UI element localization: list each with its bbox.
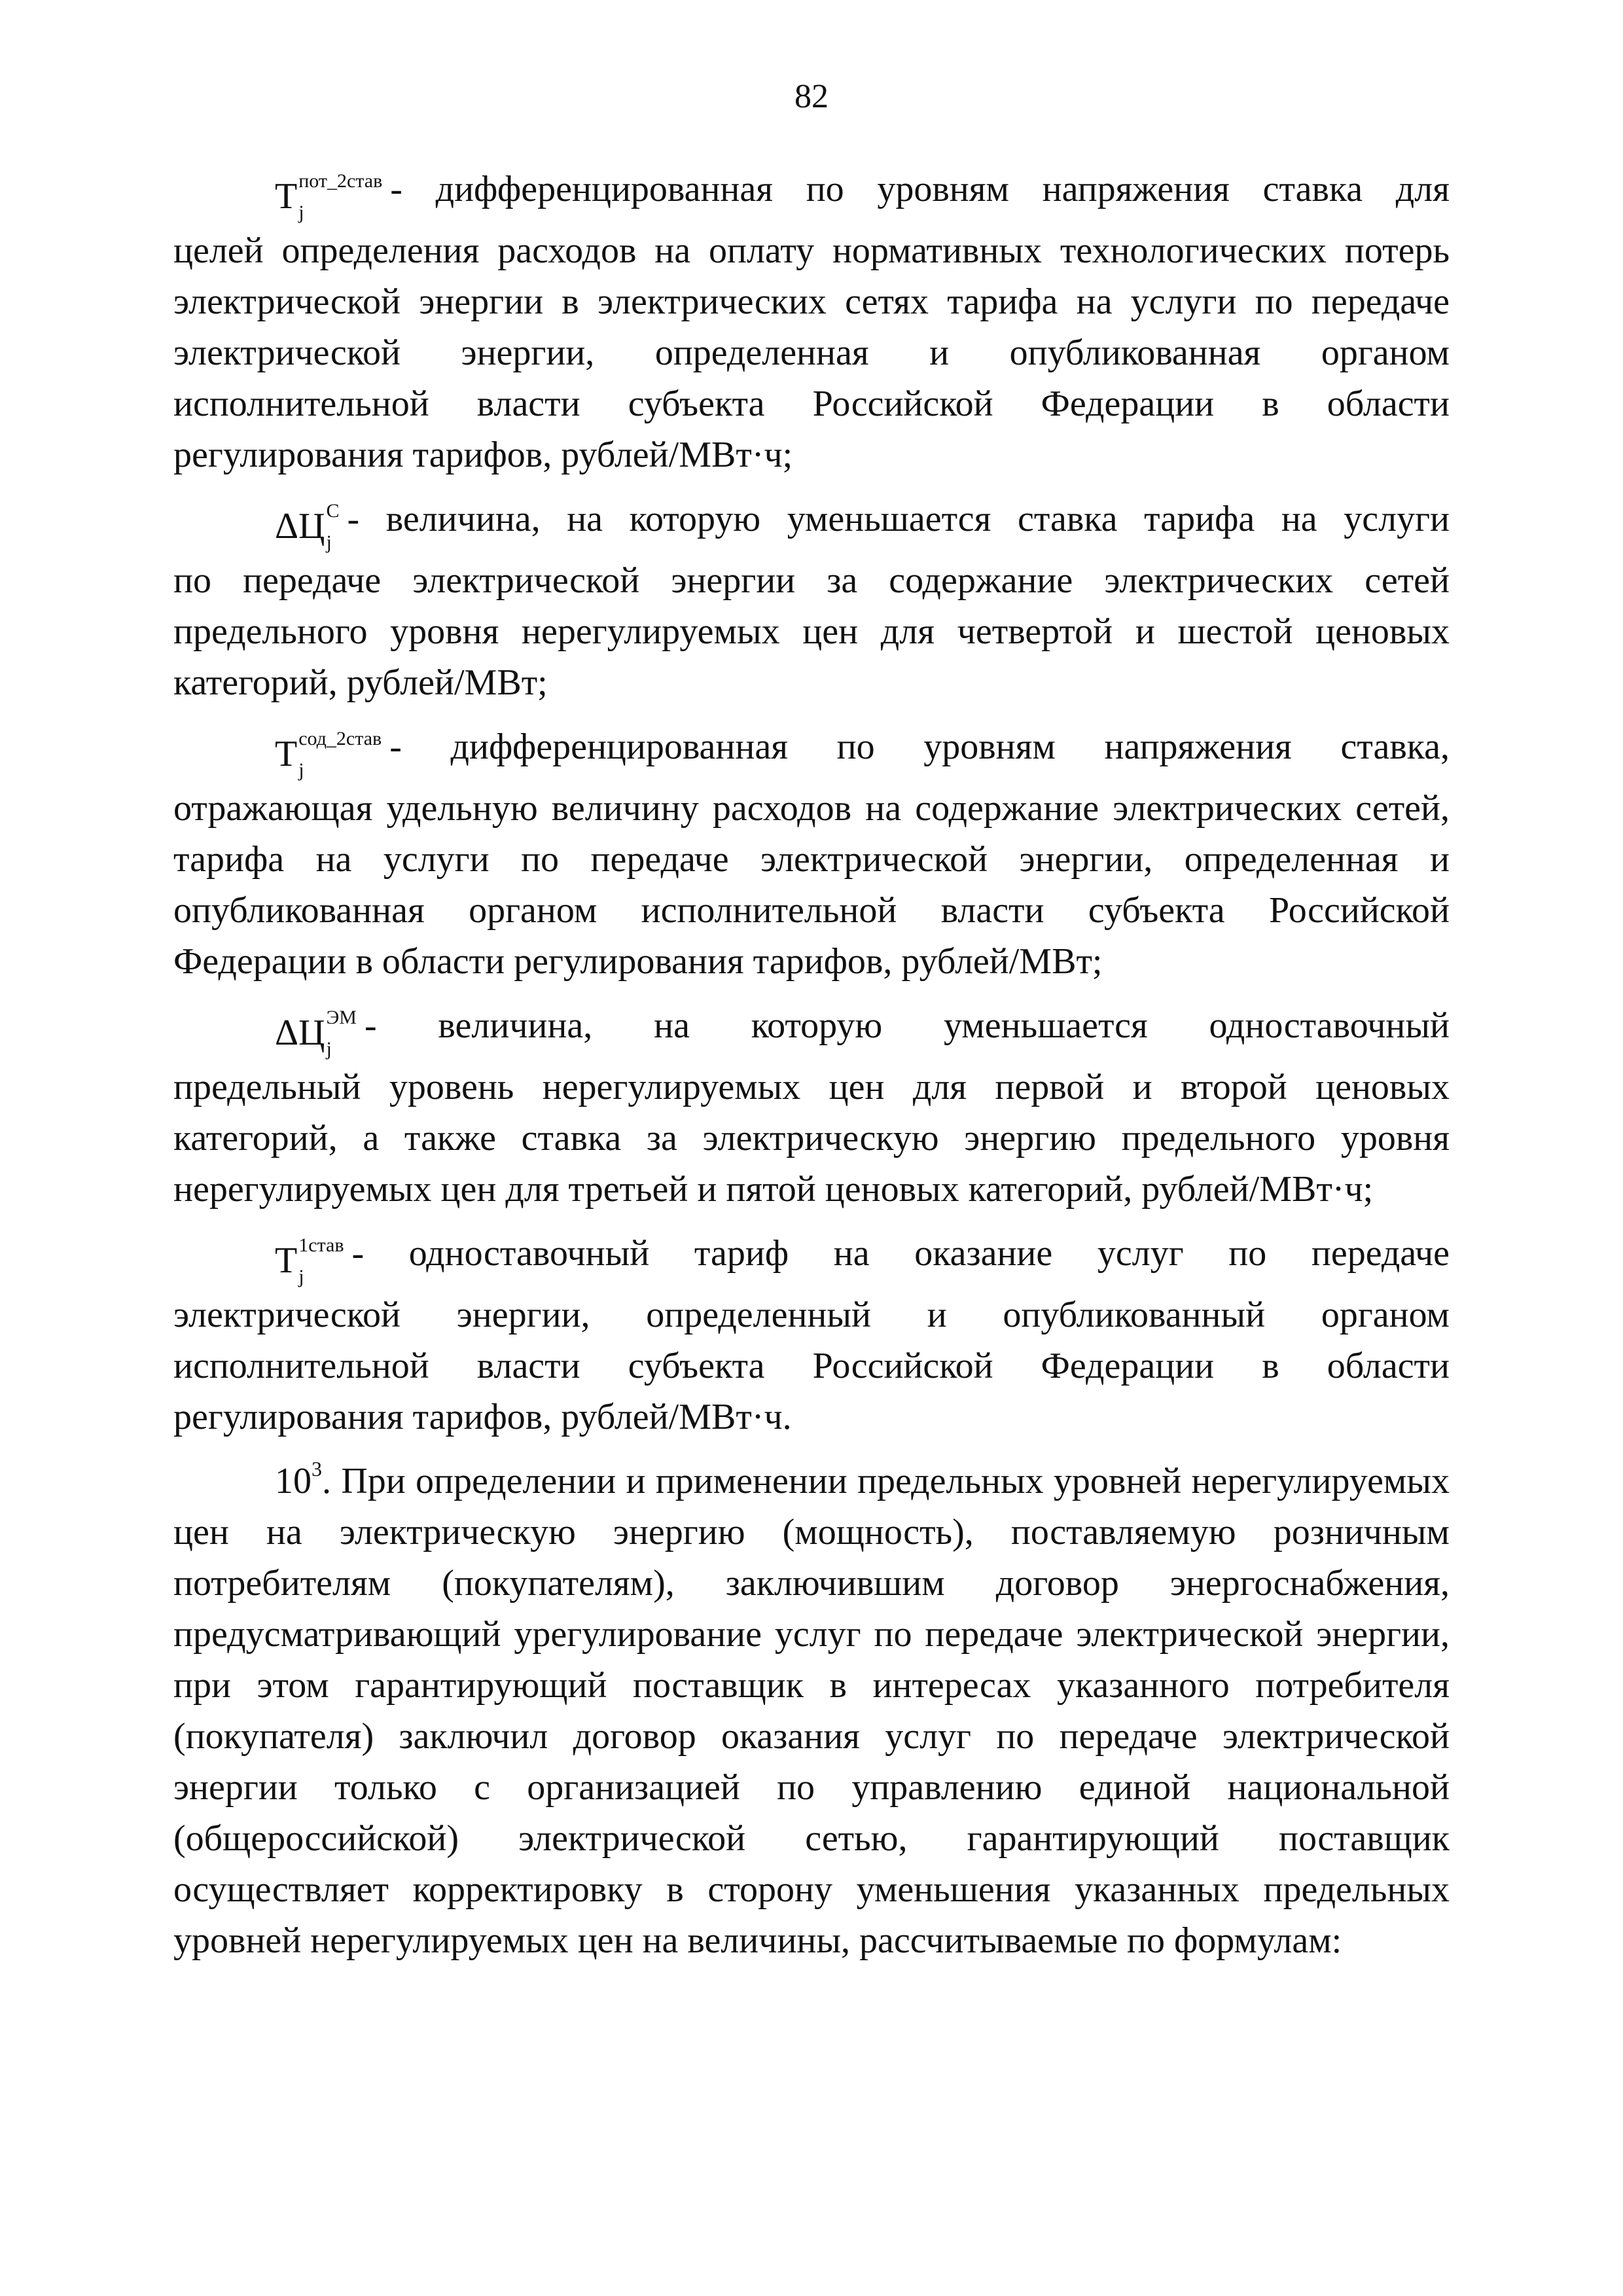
definition-body: электрической энергии, определенный и опубликованный органом исполнительной власти субъекта Российской Федерации в области регулирования тарифов, рублей/МВт·ч. — [173, 1295, 1450, 1437]
definition-lead: - одноставочный тариф на оказание услуг по передаче — [351, 1233, 1450, 1274]
definition-delta-c-c — [173, 493, 1450, 708]
symbol-superscript: сод_2став — [298, 728, 382, 749]
document-body — [173, 164, 1450, 1966]
page-number: 82 — [794, 78, 829, 115]
definition-body: по передаче электрической энергии за содержание электрических сетей предельного уровня нерегулируемых цен для четвертой и шестой ценовых категорий, рублей/МВт; — [173, 560, 1450, 703]
symbol-superscript: пот_2став — [298, 170, 383, 192]
definition-t-1stav — [173, 1228, 1450, 1443]
definition-body: отражающая удельную величину расходов на содержание электрических сетей, тарифа на услуги по передаче электрической энергии, определенная и опубликованная органом исполнительной власти субъекта Российской Федерации в области регулирования тарифов, рублей/МВт; — [173, 788, 1450, 982]
clause-number-superscript: 3 — [312, 1457, 322, 1481]
symbol-subscript: j — [326, 531, 332, 553]
definition-lead: - величина, на которую уменьшается одноставочный — [364, 1005, 1450, 1046]
definition-body: предельный уровень нерегулируемых цен для первой и второй ценовых категорий, а также ставка за электрическую энергию предельного уровня нерегулируемых цен для третьей и пятой ценовых категорий, рублей/МВт·ч; — [173, 1067, 1450, 1210]
symbol-subscript: j — [298, 202, 304, 223]
definition-lead: - дифференцированная по уровням напряжения ставка, — [389, 726, 1450, 767]
formula-symbol: T сод_2став j — [275, 728, 382, 781]
symbol-subscript: j — [326, 1038, 332, 1060]
definition-lead: - дифференцированная по уровням напряжения ставка для — [390, 169, 1450, 209]
symbol-superscript: С — [326, 500, 340, 522]
clause-number: 10 — [275, 1461, 312, 1501]
clause-10-3 — [173, 1456, 1450, 1966]
definition-delta-c-em — [173, 1000, 1450, 1215]
symbol-subscript: j — [298, 759, 304, 781]
formula-symbol: Δ Ц С j — [275, 500, 340, 553]
formula-symbol: T пот_2став j — [275, 170, 383, 223]
formula-symbol: T 1став j — [275, 1234, 344, 1287]
definition-body: целей определения расходов на оплату нормативных технологических потерь электрической энергии в электрических сетях тарифа на услуги по передаче электрической энергии, определенная и опубликованная органом исполнительной власти субъекта Российской Федерации в области регулирования тарифов, рублей/МВт·ч; — [173, 230, 1450, 475]
formula-symbol: Δ Ц ЭМ j — [275, 1007, 357, 1060]
symbol-superscript: 1став — [298, 1234, 344, 1256]
definition-t-sod-2stav — [173, 721, 1450, 987]
symbol-superscript: ЭМ — [326, 1007, 357, 1028]
definition-lead: - величина, на которую уменьшается ставка тарифа на услуги — [347, 499, 1450, 539]
symbol-subscript: j — [298, 1266, 304, 1287]
definition-t-pot-2stav — [173, 164, 1450, 480]
clause-text: . При определении и применении предельных уровней нерегулируемых цен на электрическую энергию (мощность), поставляемую розничным потребителям (покупателям), заключившим договор энергоснабжения, предусматривающий урегулирование услуг по передаче электрической энергии, при этом гарантирующий поставщик в интересах указанного потребителя (покупателя) заключил договор оказания услуг по передаче электрической энергии только с организацией по управлению единой национальной (общероссийской) электрической сетью, гарантирующий поставщик осуществляет корректировку в сторону уменьшения указанных предельных уровней нерегулируемых цен на величины, рассчитываемые по формулам: — [173, 1461, 1450, 1961]
